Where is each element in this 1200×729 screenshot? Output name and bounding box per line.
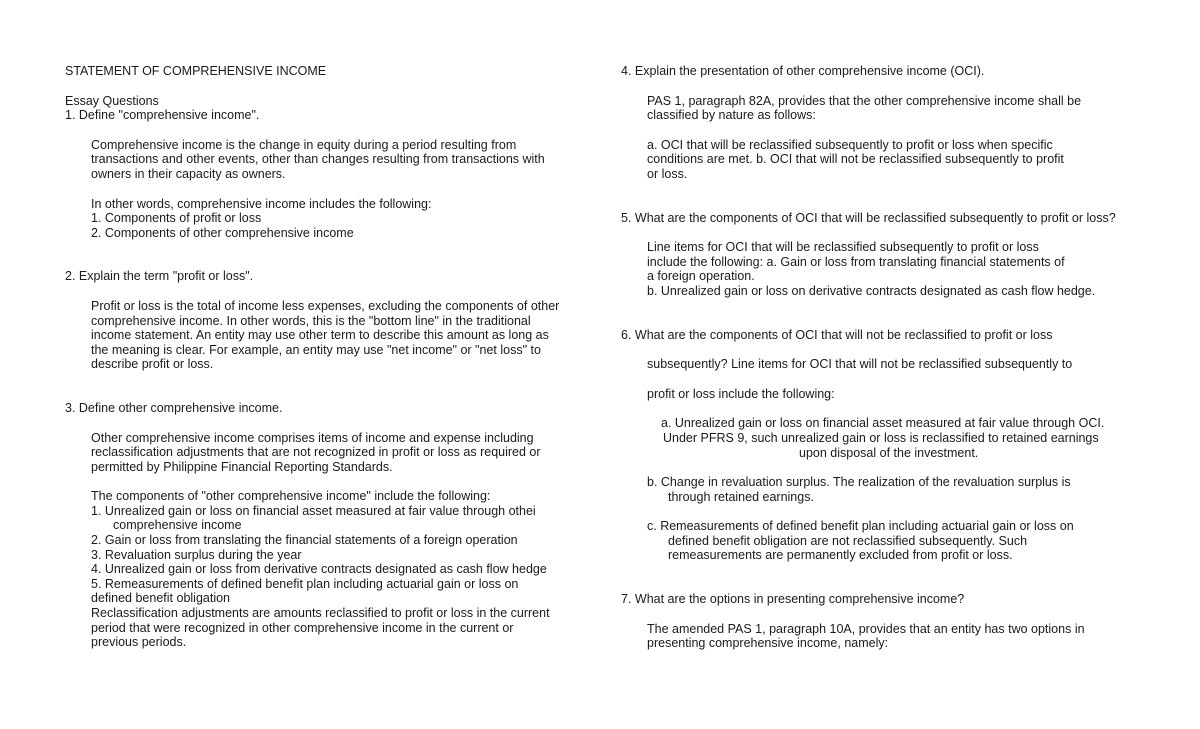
text-line: include the following: a. Gain or loss from translating financial statements of — [647, 254, 1065, 269]
list-item: 4. Unrealized gain or loss from derivative contracts designated as cash flow hedge — [91, 562, 547, 577]
text-line: Comprehensive income is the change in equity during a period resulting from — [91, 137, 517, 152]
text-line: a foreign operation. — [647, 269, 755, 284]
text-line: In other words, comprehensive income includes the following: — [91, 196, 432, 211]
text-line: the meaning is clear. For example, an entity may use "net income" or "net loss" to — [91, 342, 541, 357]
list-item-continuation: Under PFRS 9, such unrealized gain or loss is reclassified to retained earnings — [663, 430, 1099, 445]
section-heading: Essay Questions — [65, 93, 159, 108]
answer-3 — [65, 431, 585, 650]
list-item: 5. Remeasurements of defined benefit plan including actuarial gain or loss on — [91, 576, 519, 591]
answer-6b — [621, 475, 1161, 504]
list-item-continuation: through retained earnings. — [668, 489, 814, 504]
list-item: 2. Gain or loss from translating the financial statements of a foreign operation — [91, 533, 518, 548]
list-item-continuation: comprehensive income — [113, 518, 242, 533]
text-line: reclassification adjustments that are not recognized in profit or loss as required or — [91, 445, 541, 460]
list-item-continuation: upon disposal of the investment. — [799, 445, 979, 460]
list-item: c. Remeasurements of defined benefit plan including actuarial gain or loss on — [647, 519, 1074, 534]
answer-1 — [65, 138, 585, 241]
text-line: The components of "other comprehensive income" include the following: — [91, 489, 491, 504]
text-line: previous periods. — [91, 635, 187, 650]
text-line: transactions and other events, other than changes resulting from transactions with — [91, 152, 545, 167]
answer-6c — [621, 519, 1161, 563]
answer-6a — [621, 416, 1161, 460]
question-4: 4. Explain the presentation of other comprehensive income (OCI). — [621, 64, 985, 78]
text-line: Profit or loss is the total of income less expenses, excluding the components of other — [91, 298, 560, 313]
question-2: 2. Explain the term "profit or loss". — [65, 269, 254, 284]
text-line: conditions are met. b. OCI that will not be reclassified subsequently to profit — [647, 152, 1064, 167]
text-line: or loss. — [647, 166, 688, 181]
list-item: 1. Unrealized gain or loss on financial asset measured at fair value through othei — [91, 503, 536, 518]
question-7: 7. What are the options in presenting comprehensive income? — [621, 592, 965, 607]
question-1: 1. Define "comprehensive income". — [65, 108, 260, 123]
list-item-continuation: defined benefit obligation are not reclassified subsequently. Such — [668, 533, 1028, 548]
text-line: Reclassification adjustments are amounts reclassified to profit or loss in the current — [91, 606, 550, 621]
text-line: income statement. An entity may use other term to describe this amount as long as — [91, 328, 549, 343]
text-line: subsequently? Line items for OCI that will not be reclassified subsequently to — [647, 357, 1073, 372]
text-line: presenting comprehensive income, namely: — [647, 636, 889, 651]
answer-4 — [621, 94, 1161, 182]
text-line: b. Unrealized gain or loss on derivative contracts designated as cash flow hedge. — [647, 283, 1096, 298]
text-line: period that were recognized in other comprehensive income in the current or — [91, 620, 514, 635]
right-column — [621, 64, 1161, 651]
text-line: comprehensive income. In other words, this is the "bottom line" in the traditional — [91, 313, 531, 328]
answer-5 — [621, 240, 1161, 298]
text-line: permitted by Philippine Financial Reporting Standards. — [91, 459, 393, 474]
text-line: Other comprehensive income comprises items of income and expense including — [91, 430, 534, 445]
text-line: Line items for OCI that will be reclassified subsequently to profit or loss — [647, 240, 1039, 255]
list-item: 1. Components of profit or loss — [91, 211, 262, 226]
question-6: 6. What are the components of OCI that will not be reclassified to profit or loss — [621, 327, 1053, 342]
list-item-continuation: defined benefit obligation — [91, 591, 231, 606]
question-5: 5. What are the components of OCI that will be reclassified subsequently to profit or loss? — [621, 210, 1116, 225]
text-line: owners in their capacity as owners. — [91, 166, 286, 181]
list-item: a. Unrealized gain or loss on financial asset measured at fair value through OCI. — [661, 416, 1105, 431]
text-line: describe profit or loss. — [91, 357, 214, 372]
list-item: b. Change in revaluation surplus. The realization of the revaluation surplus is — [647, 475, 1071, 490]
list-item: 2. Components of other comprehensive income — [91, 225, 354, 240]
answer-2 — [65, 299, 585, 372]
left-column — [65, 64, 585, 650]
list-item: 3. Revaluation surplus during the year — [91, 547, 302, 562]
text-line: profit or loss include the following: — [647, 386, 835, 401]
text-line: a. OCI that will be reclassified subsequently to profit or loss when specific — [647, 137, 1053, 152]
document-title: STATEMENT OF COMPREHENSIVE INCOME — [65, 64, 327, 78]
text-line: PAS 1, paragraph 82A, provides that the other comprehensive income shall be — [647, 93, 1082, 108]
list-item-continuation: remeasurements are permanently excluded from profit or loss. — [668, 548, 1013, 563]
answer-7 — [621, 622, 1161, 651]
question-3: 3. Define other comprehensive income. — [65, 400, 283, 415]
text-line: classified by nature as follows: — [647, 108, 816, 123]
text-line: The amended PAS 1, paragraph 10A, provides that an entity has two options in — [647, 621, 1085, 636]
